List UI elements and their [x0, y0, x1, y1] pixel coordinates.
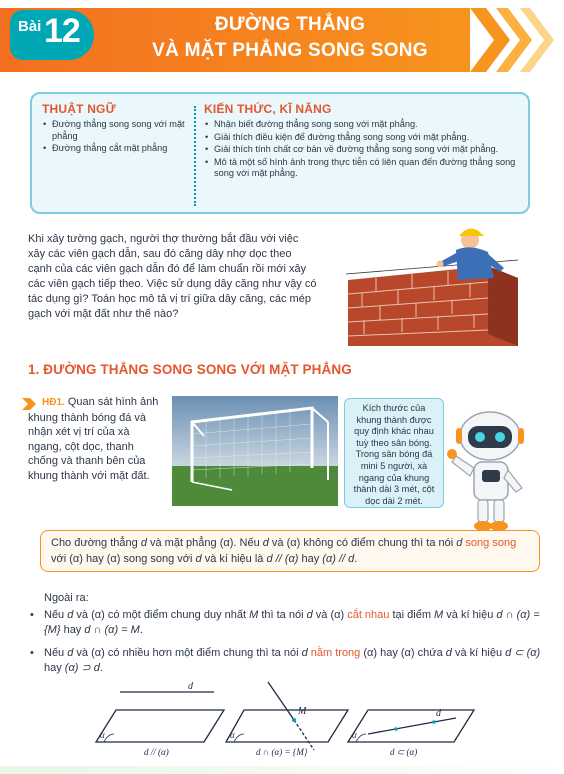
terms-item: • Đường thẳng song song với mặt phẳng: [42, 119, 192, 142]
symbol-d: d: [140, 537, 147, 549]
notation-parallel: d // (α): [266, 552, 299, 565]
note-contained: • Nếu d và (α) có nhiều hơn một điểm chung thì ta nói d nằm trong (α) hay (α) chứa d và kí hiệu d ⊂ (α) hay (α) ⊃ d.: [28, 646, 548, 676]
point-m: [292, 718, 296, 722]
definition-text: với (α) hay (α) song song với: [51, 552, 196, 565]
lesson-badge: [10, 10, 94, 60]
skills-item: • Mô tả một số hình ảnh trong thực tiễn có liên quan đến đường thẳng song song với mặt phẳng.: [204, 157, 524, 180]
skills-list: [204, 119, 524, 180]
skills-column: [204, 102, 524, 181]
label-alpha: α: [100, 730, 105, 740]
term-highlight-intersect: cắt nhau: [347, 609, 390, 621]
label-alpha: α: [230, 730, 235, 740]
activity-1: [28, 395, 164, 483]
definition-text: và (α) không có điểm chung thì ta nói: [268, 537, 457, 549]
definition-text: và kí hiệu là: [201, 552, 267, 565]
label-d: d: [188, 681, 193, 692]
lesson-title-line2: VÀ MẶT PHẲNG SONG SONG: [152, 40, 428, 61]
caption-contained: d ⊂ (α): [390, 747, 418, 757]
definition-text: và mặt phẳng (α). Nếu: [146, 537, 263, 549]
section-heading: 1. ĐƯỜNG THẲNG SONG SONG VỚI MẶT PHẲNG: [28, 362, 352, 377]
note-intersect: • Nếu d và (α) có một điểm chung duy nhất M thì ta nói d và (α) cắt nhau tại điểm M và kí hiệu d ∩ (α) = {M} hay d ∩ (α) = M.: [28, 608, 548, 638]
skills-item: • Giải thích điều kiện để đường thẳng song song với mặt phẳng.: [204, 132, 524, 144]
notation-parallel: (α) // d: [322, 552, 355, 565]
caption-parallel: d // (α): [144, 747, 169, 757]
bricklayer-illustration: [318, 222, 548, 350]
point-on-d: [432, 720, 436, 724]
figure-intersect: [224, 680, 354, 760]
terms-item: • Đường thẳng cắt mặt phẳng: [42, 143, 192, 155]
symbol-d: d: [262, 537, 269, 549]
terms-title: THUẬT NGỮ: [42, 102, 116, 116]
term-highlight-contained: nằm trong: [310, 647, 361, 659]
definition-text: Cho đường thẳng: [51, 537, 141, 549]
lesson-header: [0, 0, 564, 84]
figure-contained: [346, 680, 486, 760]
definition-box: [40, 530, 540, 572]
label-d: d: [436, 708, 441, 719]
symbol-d: d: [195, 552, 202, 565]
intro-paragraph: Khi xây tường gạch, người thợ thường bắt đầu với việc xây các viên gạch dẫn, sau đó căng dây nhợ dọc theo cạnh của các viên gạch dẫn đó để làm chuẩn rồi mới xây các viên gạch tiếp theo. Việc sử dụng dây căng như vậy có tác dụng gì? Toán học mô tả vị trí giữa dây căng, các mép gạch với mặt đất như thế nào?: [28, 233, 317, 320]
label-alpha: α: [352, 730, 357, 740]
footer-bar: [0, 766, 564, 774]
skills-item: • Nhận biết đường thẳng song song với mặt phẳng.: [204, 119, 524, 131]
chevron-decoration-icon: [470, 8, 564, 72]
lesson-label: Bài: [18, 18, 42, 35]
point-on-d: [394, 727, 398, 731]
column-divider: [194, 106, 196, 206]
skills-title: KIẾN THỨC, KĨ NĂNG: [204, 102, 332, 116]
plane-alpha: [226, 710, 348, 742]
notes-intro: Ngoài ra:: [44, 592, 89, 604]
skills-item: • Giải thích tính chất cơ bản về đường thẳng song song với mặt phẳng.: [204, 144, 524, 156]
plane-alpha: [96, 710, 224, 742]
info-callout: Kích thước của khung thành được quy định khác nhau tuỳ theo sân bóng. Trong sân bóng đá mini 5 người, xà ngang của khung thành dài 3 mét, cột dọc dài 2 mét.: [344, 398, 444, 508]
robot-mascot-illustration: [446, 408, 536, 534]
lesson-title-line1: ĐƯỜNG THẲNG: [214, 14, 366, 35]
objectives-box: [30, 92, 530, 214]
definition-text: hay: [298, 552, 323, 565]
lesson-number: 12: [44, 12, 80, 50]
activity-text: Quan sát hình ảnh khung thành bóng đá và nhận xét vị trí của xà ngang, cột dọc, thanh chống và thanh bên của khung thành với mặt đất.: [28, 396, 159, 482]
activity-label: HĐ1.: [42, 397, 65, 408]
definition-text: .: [354, 552, 358, 565]
terms-column: [42, 102, 192, 156]
figure-parallel: [92, 680, 232, 760]
label-m: M: [298, 706, 307, 717]
terms-list: [42, 119, 192, 155]
caption-intersect: d ∩ (α) = {M}: [256, 747, 308, 757]
term-highlight-parallel: song song: [465, 537, 517, 549]
symbol-d: d: [456, 537, 463, 549]
football-goal-illustration: [172, 396, 338, 506]
